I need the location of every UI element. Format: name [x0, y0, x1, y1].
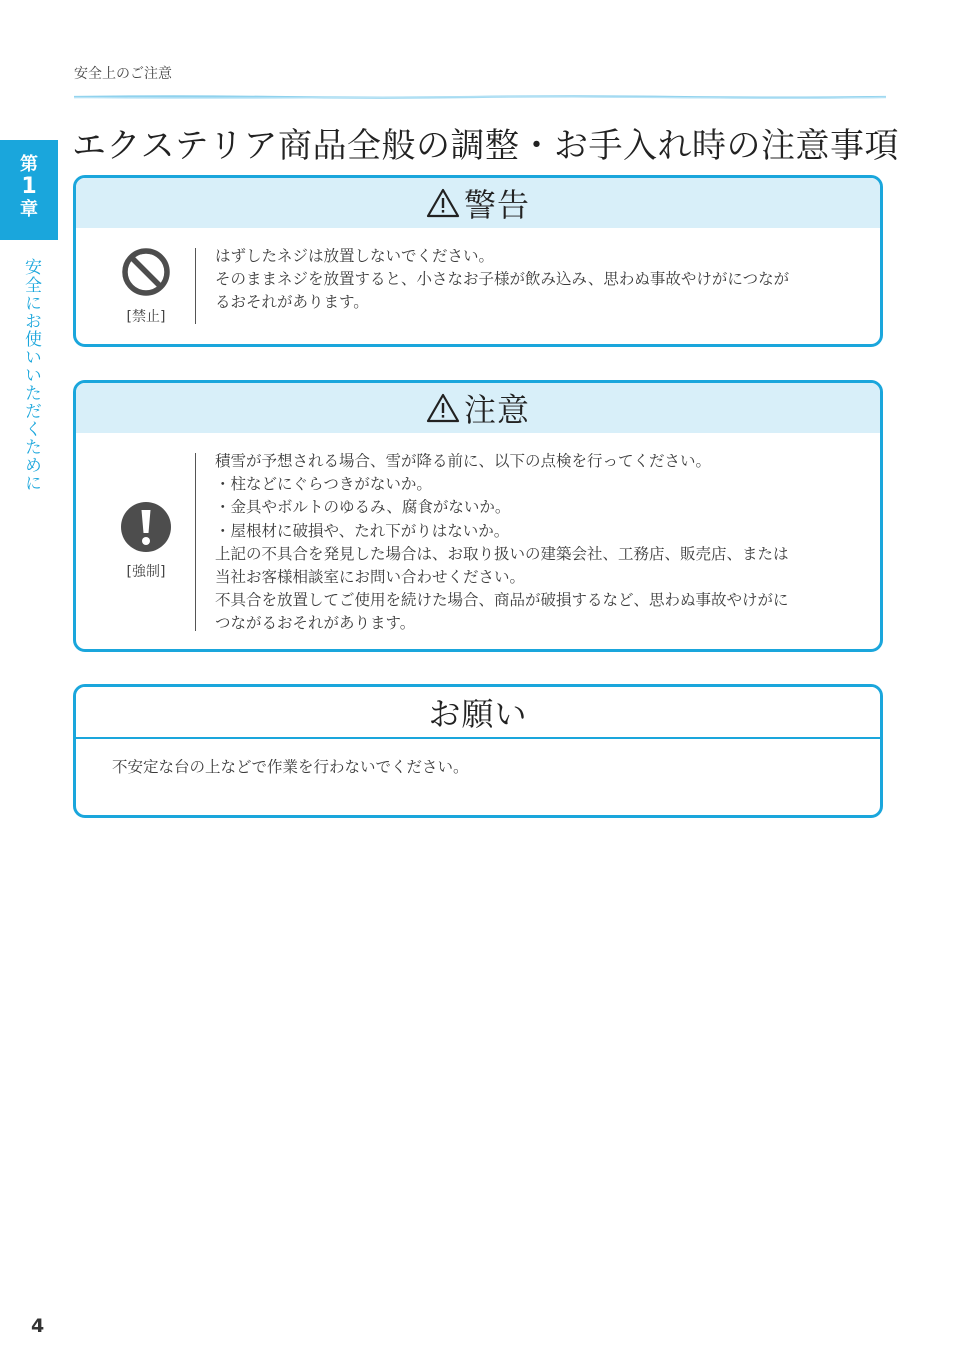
page-number: 4 — [31, 1315, 45, 1337]
page-title: エクステリア商品全般の調整・お手入れ時の注意事項 — [72, 126, 899, 166]
request-heading: お願い — [428, 695, 528, 733]
warning-header — [76, 178, 880, 228]
warning-symbol — [116, 246, 176, 326]
chapter-number: 1 — [21, 174, 37, 199]
chapter-prefix: 第 — [20, 154, 38, 175]
caution-symbol-label: [強制] — [126, 564, 166, 580]
warning-box — [73, 175, 883, 347]
header-divider — [74, 95, 886, 99]
warning-triangle-icon — [426, 392, 460, 424]
caution-line: ・柱などにぐらつきがないか。 — [215, 475, 432, 494]
caution-line: 当社お客様相談室にお問い合わせください。 — [215, 568, 526, 587]
caution-box — [73, 380, 883, 652]
caution-line: 不具合を放置してご使用を続けた場合、商品が破損するなど、思わぬ事故やけがに — [215, 591, 789, 610]
warning-symbol-label: [禁止] — [126, 309, 166, 325]
request-box — [73, 684, 883, 818]
caution-symbol — [116, 501, 176, 581]
warning-line: るおそれがあります。 — [215, 293, 369, 312]
warning-heading: 警告 — [463, 186, 530, 224]
warning-text — [215, 245, 850, 315]
warning-triangle-icon — [426, 187, 460, 219]
mandatory-exclamation-icon — [120, 501, 172, 553]
chapter-suffix: 章 — [20, 199, 38, 220]
caution-heading: 注意 — [463, 391, 530, 429]
caution-line: 積雪が予想される場合、雪が降る前に、以下の点検を行ってください。 — [215, 452, 712, 470]
caution-line: ・金具やボルトのゆるみ、腐食がないか。 — [215, 498, 511, 517]
section-side-label: 安全にお使いいただくために — [21, 258, 41, 492]
prohibition-icon — [120, 246, 172, 298]
warning-divider — [195, 248, 196, 324]
caution-line: 上記の不具合を発見した場合は、お取り扱いの建築会社、工務店、販売店、または — [215, 544, 789, 563]
chapter-tab — [0, 140, 58, 240]
caution-divider — [195, 453, 196, 631]
breadcrumb: 安全上のご注意 — [74, 66, 172, 82]
warning-line: はずしたネジは放置しないでください。 — [215, 247, 495, 265]
request-text: 不安定な台の上などで作業を行わないでください。 — [112, 758, 469, 776]
warning-line: そのままネジを放置すると、小さなお子様が飲み込み、思わぬ事故やけがにつなが — [215, 270, 790, 289]
caution-line: ・屋根材に破損や、たれ下がりはないか。 — [215, 521, 510, 540]
request-header — [76, 687, 880, 739]
caution-text — [215, 450, 850, 636]
caution-header — [76, 383, 880, 433]
caution-line: つながるおそれがあります。 — [215, 614, 416, 633]
